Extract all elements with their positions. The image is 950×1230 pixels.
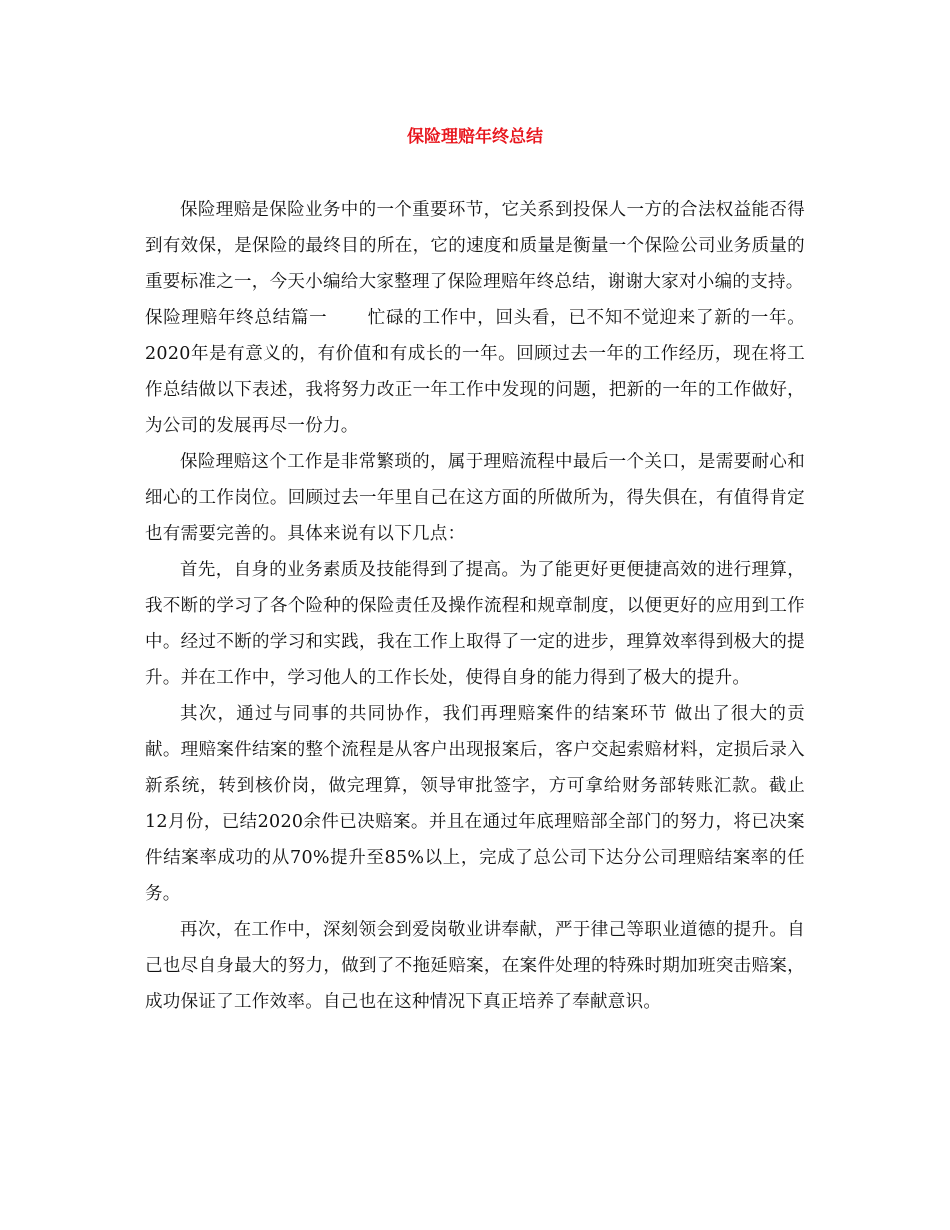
paragraph-first-point: 首先，自身的业务素质及技能得到了提高。为了能更好更便捷高效的进行理算，我不断的学习了各个险种的保险责任及操作流程和规章制度，以便更好的应用到工作中。经过不断的学习和实践，我在工作上取得了一定的进步，理算效率得到极大的提升。并在工作中，学习他人的工作长处，使得自身的能力得到了极大的提升。 [145,560,805,688]
paragraph-second-point: 其次，通过与同事的共同协作，我们再理赔案件的结案环节 做出了很大的贡献。理赔案件结案的整个流程是从客户出现报案后，客户交起索赔材料，定损后录入新系统，转到核价岗，做完理算，领导审批签字，方可拿给财务部转账汇款。截止12月份，已结2020余件已决赔案。并且在通过年底理赔部全部门的努力，将已决案件结案率成功的从70%提升至85%以上，完成了总公司下达分公司理赔结案率的任务。 [145,704,805,904]
section-heading: 保险理赔年终总结篇一 [145,308,328,328]
document-body [145,192,805,1020]
paragraph-third-point: 再次，在工作中，深刻领会到爱岗敬业讲奉献，严于律己等职业道德的提升。自己也尽自身最大的努力，做到了不拖延赔案，在案件处理的特殊时期加班突击赔案，成功保证了工作效率。自己也在这种情况下真正培养了奉献意识。 [145,920,805,1012]
paragraph-intro: 保险理赔是保险业务中的一个重要环节，它关系到投保人一方的合法权益能否得到有效保，是保险的最终目的所在，它的速度和质量是衡量一个保险公司业务质量的重要标准之一，今天小编给大家整理了保险理赔年终总结，谢谢大家对小编的支持。 [145,200,805,292]
paragraph-section-one [145,300,805,444]
document-title: 保险理赔年终总结 [407,127,543,147]
paragraph-overview: 保险理赔这个工作是非常繁琐的，属于理赔流程中最后一个关口，是需要耐心和细心的工作岗位。回顾过去一年里自己在这方面的所做所为，得失俱在，有值得肯定也有需要完善的。具体来说有以下几点： [145,452,805,544]
section-one-text: 忙碌的工作中，回头看，已不知不觉迎来了新的一年。2020年是有意义的，有价值和有成长的一年。回顾过去一年的工作经历，现在将工作总结做以下表述，我将努力改正一年工作中发现的问题，把新的一年的工作做好，为公司的发展再尽一份力。 [145,308,806,436]
